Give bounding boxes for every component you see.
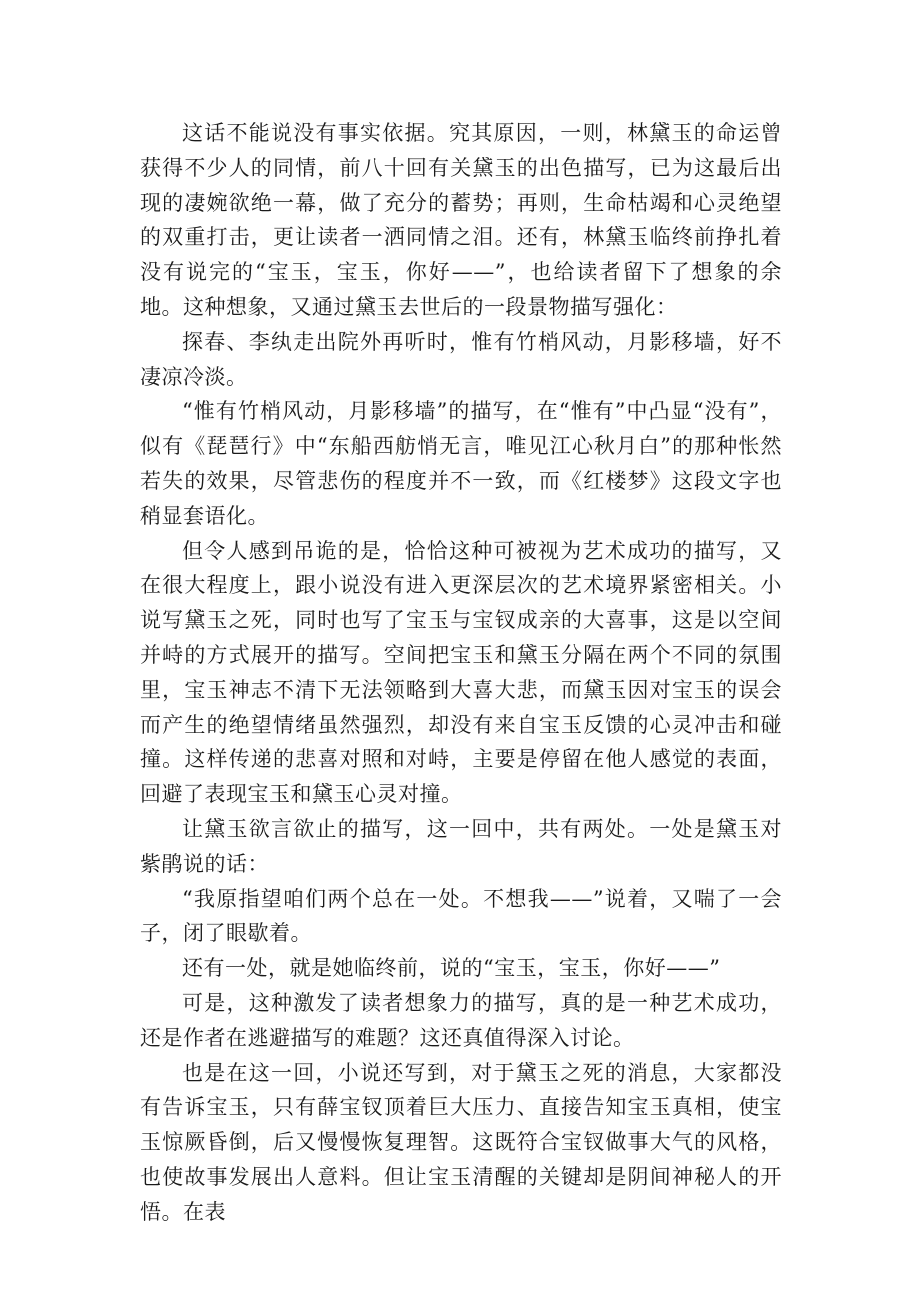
paragraph-3: “惟有竹梢风动，月影移墙”的描写，在“惟有”中凸显“没有”，似有《琵琶行》中“东船西舫悄无言，唯见江心秋月白”的那种怅然若失的效果，尽管悲伤的程度并不一致，而《红楼梦》这段文字也稍显套语化。 xyxy=(140,399,782,528)
paragraph-7: 还有一处，就是她临终前，说的“宝玉，宝玉，你好——” xyxy=(182,956,721,981)
document-body xyxy=(140,116,782,1230)
paragraph-9: 也是在这一回，小说还写到，对于黛玉之死的消息，大家都没有告诉宝玉，只有薛宝钗顶着巨大压力、直接告知宝玉真相，使宝玉惊厥昏倒，后又慢慢恢复理智。这既符合宝钗做事大气的风格，也使故事发展出人意料。但让宝玉清醒的关键却是阴间神秘人的开悟。在表 xyxy=(140,1060,782,1224)
paragraph-2-quote: 探春、李纨走出院外再听时，惟有竹梢风动，月影移墙，好不凄凉冷淡。 xyxy=(140,329,782,389)
paragraph-5: 让黛玉欲言欲止的描写，这一回中，共有两处。一处是黛玉对紫鹃说的话： xyxy=(140,816,782,876)
paragraph-8: 可是，这种激发了读者想象力的描写，真的是一种艺术成功，还是作者在逃避描写的难题？这还真值得深入讨论。 xyxy=(140,990,782,1050)
paragraph-1: 这话不能说没有事实依据。究其原因，一则，林黛玉的命运曾获得不少人的同情，前八十回有关黛玉的出色描写，已为这最后出现的凄婉欲绝一幕，做了充分的蓄势；再则，生命枯竭和心灵绝望的双重打击，更让读者一洒同情之泪。还有，林黛玉临终前挣扎着没有说完的“宝玉，宝玉，你好——”，也给读者留下了想象的余地。这种想象，又通过黛玉去世后的一段景物描写强化： xyxy=(140,121,782,319)
paragraph-4: 但令人感到吊诡的是，恰恰这种可被视为艺术成功的描写，又在很大程度上，跟小说没有进入更深层次的艺术境界紧密相关。小说写黛玉之死，同时也写了宝玉与宝钗成亲的大喜事，这是以空间并峙的方式展开的描写。空间把宝玉和黛玉分隔在两个不同的氛围里，宝玉神志不清下无法领略到大喜大悲，而黛玉因对宝玉的误会而产生的绝望情绪虽然强烈，却没有来自宝玉反馈的心灵冲击和碰撞。这样传递的悲喜对照和对峙，主要是停留在他人感觉的表面，回避了表现宝玉和黛玉心灵对撞。 xyxy=(140,538,782,807)
paragraph-6-quote: “我原指望咱们两个总在一处。不想我——”说着，又喘了一会子，闭了眼歇着。 xyxy=(140,886,782,946)
